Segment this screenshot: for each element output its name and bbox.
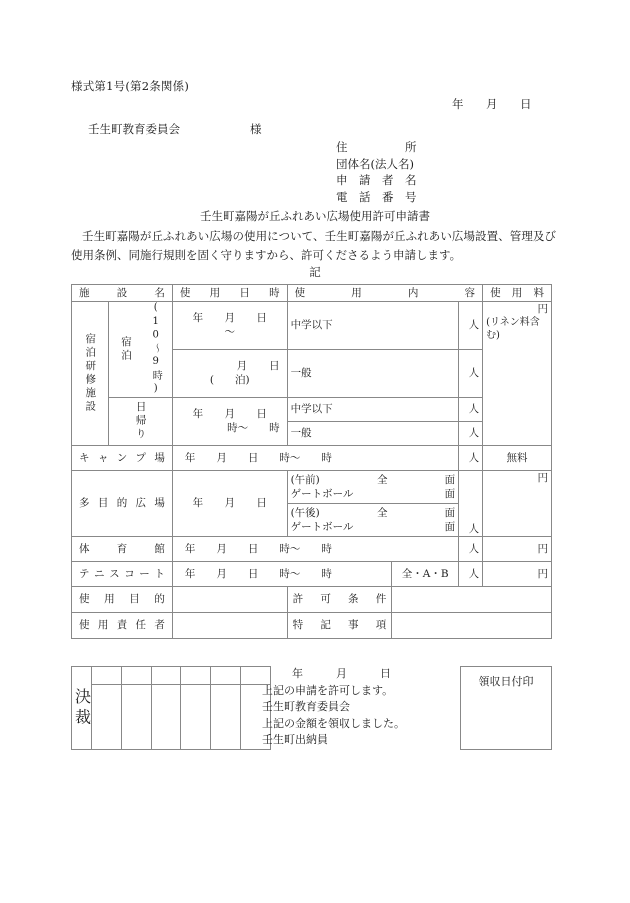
approval-columns <box>92 667 270 749</box>
approval-column-bottom[interactable] <box>152 685 181 749</box>
date-month-label: 月 <box>486 97 498 111</box>
lodging-overnight-date-range-mark: 〜 <box>224 326 235 339</box>
col-header-fee: 使 用 料 <box>483 285 552 302</box>
value-responsible-person[interactable] <box>172 612 287 638</box>
lodging-content-junior-2[interactable]: 中学以下 <box>287 397 459 421</box>
camp-datetime[interactable]: 年 月 日 時〜 時 <box>172 445 458 470</box>
receipt-date-stamp-box[interactable] <box>460 666 552 750</box>
multipurpose-fee[interactable]: 円 <box>483 470 552 536</box>
document-title: 壬生町嘉陽が丘ふれあい広場使用許可申請書 <box>200 209 430 223</box>
usage-table <box>71 284 552 639</box>
approval-label: 決裁 <box>72 687 92 729</box>
permit-text-block <box>262 666 405 749</box>
lodging-content-general-1[interactable]: 一般 <box>287 349 459 397</box>
addressee-name: 壬生町教育委員会 <box>88 122 180 136</box>
tennis-datetime[interactable]: 年 月 日 時〜 時 <box>172 561 391 586</box>
tennis-court-options[interactable]: 全・A・B <box>392 561 459 586</box>
applicant-field-block <box>336 139 417 205</box>
lodging-unit-general-2: 人 <box>459 421 483 445</box>
tennis-fee[interactable]: 円 <box>483 561 552 586</box>
multipurpose-morning-full: (午前) 全 面 <box>290 473 456 486</box>
label-responsible-person: 使 用 責 任 者 <box>72 612 173 638</box>
lodging-nights-field: ( 泊) <box>209 374 250 387</box>
label-permit-conditions: 許 可 条 件 <box>287 586 392 612</box>
col-header-facility: 施 設 名 <box>72 285 173 302</box>
approval-column[interactable] <box>122 667 152 749</box>
table-row-purpose <box>72 586 552 612</box>
label-usage-purpose: 使 用 目 的 <box>72 586 173 612</box>
approval-column-top[interactable] <box>122 667 151 685</box>
date-year-label: 年 <box>452 97 464 111</box>
table-header-row <box>72 285 552 302</box>
lodging-day-label: 日帰り <box>134 400 147 442</box>
lodging-unit-junior-2: 人 <box>459 397 483 421</box>
permit-line-1: 上記の申請を許可します。 <box>262 683 394 697</box>
approval-column-bottom[interactable] <box>122 685 151 749</box>
permit-line-2: 壬生町教育委員会 <box>262 700 350 713</box>
lodging-day-cell <box>108 397 172 445</box>
table-row-lodging-day-junior <box>72 397 552 421</box>
approval-label-cell <box>72 667 92 749</box>
applicant-field-name: 申 請 者 名 <box>336 173 417 187</box>
camp-unit: 人 <box>459 445 483 470</box>
facility-group-lodging <box>72 302 109 446</box>
approval-column-top[interactable] <box>181 667 210 685</box>
value-special-notes[interactable] <box>392 612 552 638</box>
lodging-unit-junior-1: 人 <box>459 302 483 350</box>
table-row-tennis <box>72 561 552 586</box>
lodging-overnight-date-2[interactable]: 月 日 ( 泊) <box>172 349 287 397</box>
applicant-field-organization: 団体名(法人名) <box>336 156 414 171</box>
table-row-multipurpose-morning <box>72 470 552 503</box>
facility-tennis: テ ニ ス コ ー ト <box>72 561 173 586</box>
gym-datetime[interactable]: 年 月 日 時〜 時 <box>172 536 458 561</box>
col-header-content: 使 用 内 容 <box>287 285 482 302</box>
lodging-fee-yen: 円 <box>537 303 548 315</box>
approval-stamp-grid[interactable] <box>71 666 271 750</box>
lodging-day-time: 時〜 時 <box>227 422 280 435</box>
gym-unit: 人 <box>459 536 483 561</box>
approval-column-top[interactable] <box>152 667 181 685</box>
facility-group-lodging-label: 宿泊研修施設 <box>84 332 97 414</box>
facility-camp: キ ャ ン プ 場 <box>72 445 173 470</box>
submission-date-line <box>452 96 532 112</box>
lodging-fee-note: (リネン料含む) <box>486 317 540 341</box>
multipurpose-content-morning[interactable] <box>287 470 459 503</box>
lodging-overnight-time: (10〜9時) <box>150 302 162 397</box>
facility-gym: 体 育 館 <box>72 536 173 561</box>
approval-column-bottom[interactable] <box>181 685 210 749</box>
table-row-camp <box>72 445 552 470</box>
multipurpose-afternoon-gateball: ゲートボール 面 <box>290 520 456 533</box>
table-row-responsible <box>72 612 552 638</box>
multipurpose-content-afternoon[interactable] <box>287 503 459 536</box>
date-day-label: 日 <box>520 97 532 111</box>
approval-column-bottom[interactable] <box>92 685 121 749</box>
permit-line-4: 壬生町出納員 <box>262 733 328 746</box>
lodging-overnight-date-1[interactable]: 年 月 日 〜 <box>172 302 287 350</box>
approval-column-bottom[interactable] <box>211 685 240 749</box>
lodging-day-date[interactable]: 年 月 日 時〜 時 <box>172 397 287 445</box>
permit-date-line: 年 月 日 <box>292 667 391 680</box>
approval-column-top[interactable] <box>211 667 240 685</box>
permit-line-3: 上記の金額を領収しました。 <box>262 716 405 730</box>
form-number: 様式第1号(第2条関係) <box>71 79 190 93</box>
ki-mark: 記 <box>309 265 321 279</box>
approval-column[interactable] <box>181 667 211 749</box>
facility-multipurpose: 多 目 的 広 場 <box>72 470 173 536</box>
multipurpose-afternoon-full: (午後) 全 面 <box>290 506 456 519</box>
addressee-honorific: 様 <box>250 122 262 136</box>
tennis-unit: 人 <box>459 561 483 586</box>
approval-column[interactable] <box>152 667 182 749</box>
body-paragraph: 壬生町嘉陽が丘ふれあい広場の使用について、壬生町嘉陽が丘ふれあい広場設置、管理及び使用条例、同施行規則を固く守りますから、許可くださるよう申請します。 <box>71 229 556 262</box>
applicant-field-address: 住 所 <box>336 140 417 154</box>
label-special-notes: 特 記 事 項 <box>287 612 392 638</box>
lodging-fee-cell[interactable] <box>483 302 552 446</box>
addressee-line <box>88 121 262 137</box>
approval-column[interactable] <box>211 667 241 749</box>
value-usage-purpose[interactable] <box>172 586 287 612</box>
value-permit-conditions[interactable] <box>392 586 552 612</box>
gym-fee[interactable]: 円 <box>483 536 552 561</box>
receipt-date-stamp-label: 領収日付印 <box>478 675 534 688</box>
lodging-content-junior-1[interactable]: 中学以下 <box>287 302 459 350</box>
table-row-gym <box>72 536 552 561</box>
camp-fee: 無料 <box>483 445 552 470</box>
multipurpose-unit: 人 <box>459 470 483 536</box>
table-row-lodging-overnight-junior <box>72 302 552 350</box>
approval-column-top[interactable] <box>92 667 121 685</box>
approval-column[interactable] <box>92 667 122 749</box>
lodging-unit-general-1: 人 <box>459 349 483 397</box>
multipurpose-date[interactable]: 年 月 日 <box>172 470 287 536</box>
lodging-overnight-label: 宿泊 <box>120 335 133 363</box>
lodging-overnight-cell <box>108 302 172 398</box>
applicant-field-phone: 電 話 番 号 <box>336 189 417 204</box>
lodging-content-general-2[interactable]: 一般 <box>287 421 459 445</box>
multipurpose-morning-gateball: ゲートボール 面 <box>290 487 456 500</box>
col-header-datetime: 使 用 日 時 <box>172 285 287 302</box>
